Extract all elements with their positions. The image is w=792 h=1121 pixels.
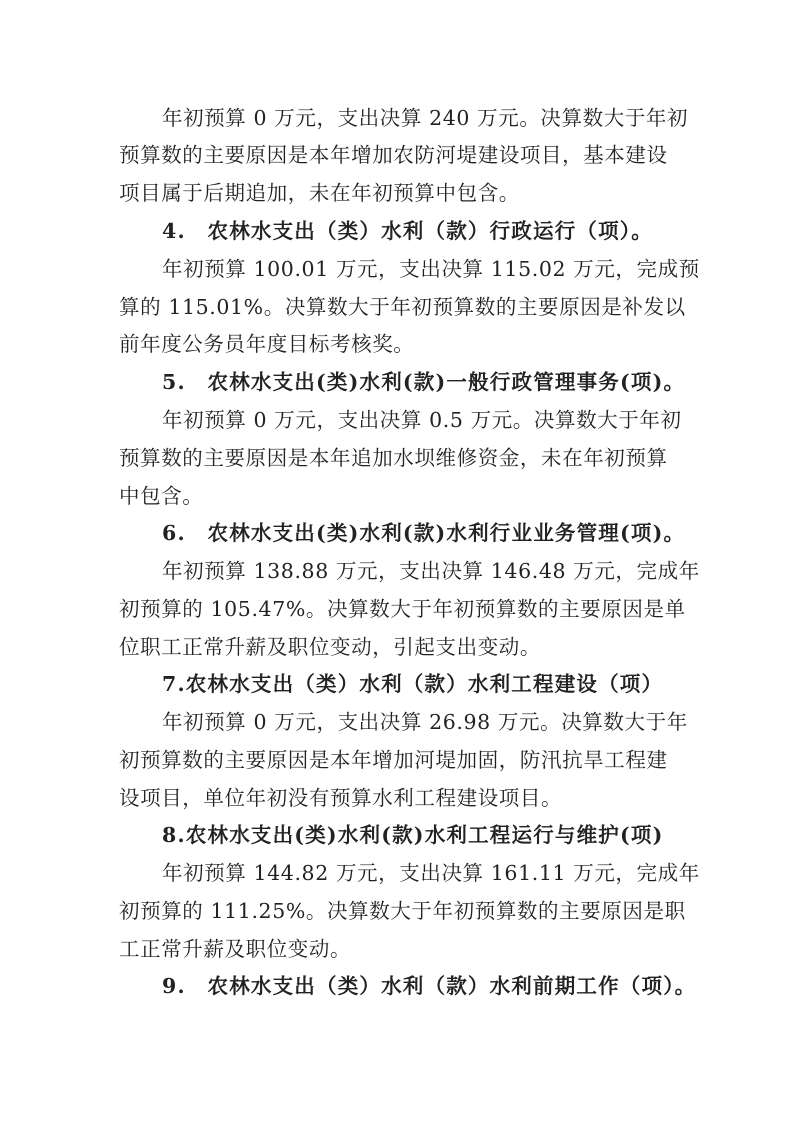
paragraph-line: 预算数的主要原因是本年追加水坝维修资金，未在年初预算 — [119, 446, 668, 470]
section-heading: 8.农林水支出(类)水利(款)水利工程运行与维护(项) — [162, 823, 664, 847]
paragraph-line: 年初预算 138.88 万元，支出决算 146.48 万元，完成年 — [162, 559, 700, 583]
section-heading: 5. 农林水支出(类)水利(款)一般行政管理事务(项)。 — [162, 370, 686, 394]
paragraph-line: 中包含。 — [119, 484, 204, 508]
paragraph-line: 工正常升薪及职位变动。 — [119, 937, 352, 961]
paragraph-line: 预算数的主要原因是本年增加农防河堤建设项目，基本建设 — [119, 143, 668, 167]
paragraph-line: 前年度公务员年度目标考核奖。 — [119, 332, 415, 356]
paragraph-line: 初预算数的主要原因是本年增加河堤加固，防汛抗旱工程建 — [119, 748, 668, 772]
section-heading: 9. 农林水支出（类）水利（款）水利前期工作（项）。 — [162, 974, 697, 998]
paragraph-line: 初预算的 105.47%。决算数大于年初预算数的主要原因是单 — [119, 597, 686, 621]
section-heading: 4. 农林水支出（类）水利（款）行政运行（项）。 — [162, 219, 653, 243]
paragraph-line: 年初预算 0 万元，支出决算 0.5 万元。决算数大于年初 — [162, 408, 682, 432]
paragraph-line: 设项目，单位年初没有预算水利工程建设项目。 — [119, 786, 563, 810]
paragraph-line: 算的 115.01%。决算数大于年初预算数的主要原因是补发以 — [119, 295, 686, 319]
section-heading: 6. 农林水支出(类)水利(款)水利行业业务管理(项)。 — [162, 521, 686, 545]
paragraph-line: 年初预算 100.01 万元，支出决算 115.02 万元，完成预 — [162, 257, 700, 281]
paragraph-line: 项目属于后期追加，未在年初预算中包含。 — [119, 181, 520, 205]
paragraph-line: 初预算的 111.25%。决算数大于年初预算数的主要原因是职 — [119, 899, 686, 923]
paragraph-line: 位职工正常升薪及职位变动，引起支出变动。 — [119, 635, 541, 659]
paragraph-line: 年初预算 144.82 万元，支出决算 161.11 万元，完成年 — [162, 861, 700, 885]
section-heading: 7.农林水支出（类）水利（款）水利工程建设（项） — [162, 672, 664, 696]
paragraph-line: 年初预算 0 万元，支出决算 26.98 万元。决算数大于年 — [162, 710, 688, 734]
paragraph-line: 年初预算 0 万元，支出决算 240 万元。决算数大于年初 — [162, 106, 689, 130]
